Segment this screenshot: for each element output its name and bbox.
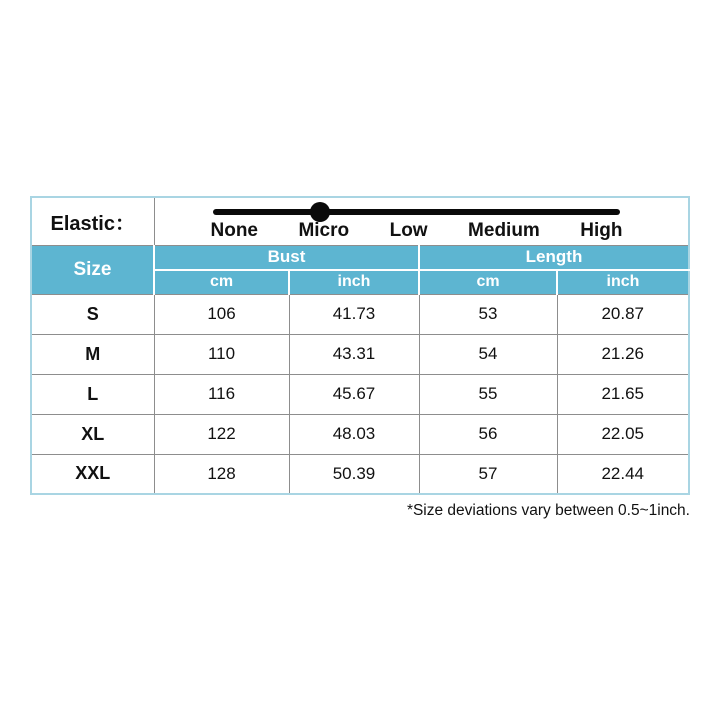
- length-cm-value: 54: [419, 334, 557, 374]
- bust-inch-header: inch: [289, 270, 419, 294]
- size-chart: [30, 196, 688, 495]
- slider-label-micro: Micro: [298, 220, 350, 241]
- table-row-xl: [31, 414, 689, 454]
- elastic-slider: [154, 197, 689, 245]
- table-row-l: [31, 374, 689, 414]
- length-cm-value: 53: [419, 294, 557, 334]
- length-inch-value: 20.87: [557, 294, 689, 334]
- table-row-m: [31, 334, 689, 374]
- slider-track[interactable]: [213, 209, 620, 215]
- length-group-header: Length: [419, 245, 689, 270]
- bust-inch-value: 43.31: [289, 334, 419, 374]
- bust-cm-value: 116: [154, 374, 289, 414]
- bust-cm-value: 122: [154, 414, 289, 454]
- slider-labels: [211, 219, 623, 243]
- table-row-s: [31, 294, 689, 334]
- size-chart-table: [30, 196, 690, 495]
- length-inch-header: inch: [557, 270, 689, 294]
- header-group-row: [31, 245, 689, 270]
- length-cm-value: 56: [419, 414, 557, 454]
- bust-inch-value: 41.73: [289, 294, 419, 334]
- row-header-size: M: [31, 334, 154, 374]
- slider-label-medium: Medium: [468, 220, 540, 241]
- size-deviation-footnote: *Size deviations vary between 0.5~1inch.: [406, 502, 690, 519]
- length-cm-value: 55: [419, 374, 557, 414]
- row-header-size: L: [31, 374, 154, 414]
- table-row-xxl: [31, 454, 689, 494]
- bust-inch-value: 50.39: [289, 454, 419, 494]
- elastic-label: Elastic：: [31, 197, 154, 245]
- slider-label-low: Low: [389, 220, 428, 241]
- size-column-header: Size: [31, 245, 154, 294]
- row-header-size: XL: [31, 414, 154, 454]
- bust-cm-header: cm: [154, 270, 289, 294]
- bust-inch-value: 45.67: [289, 374, 419, 414]
- length-inch-value: 21.65: [557, 374, 689, 414]
- bust-cm-value: 106: [154, 294, 289, 334]
- slider-label-high: High: [580, 220, 623, 241]
- row-header-size: S: [31, 294, 154, 334]
- bust-cm-value: 110: [154, 334, 289, 374]
- bust-group-header: Bust: [154, 245, 419, 270]
- slider-label-none: None: [210, 220, 258, 241]
- elastic-row: [31, 197, 689, 245]
- length-inch-value: 21.26: [557, 334, 689, 374]
- length-cm-value: 57: [419, 454, 557, 494]
- bust-inch-value: 48.03: [289, 414, 419, 454]
- length-inch-value: 22.05: [557, 414, 689, 454]
- length-cm-header: cm: [419, 270, 557, 294]
- bust-cm-value: 128: [154, 454, 289, 494]
- length-inch-value: 22.44: [557, 454, 689, 494]
- row-header-size: XXL: [31, 454, 154, 494]
